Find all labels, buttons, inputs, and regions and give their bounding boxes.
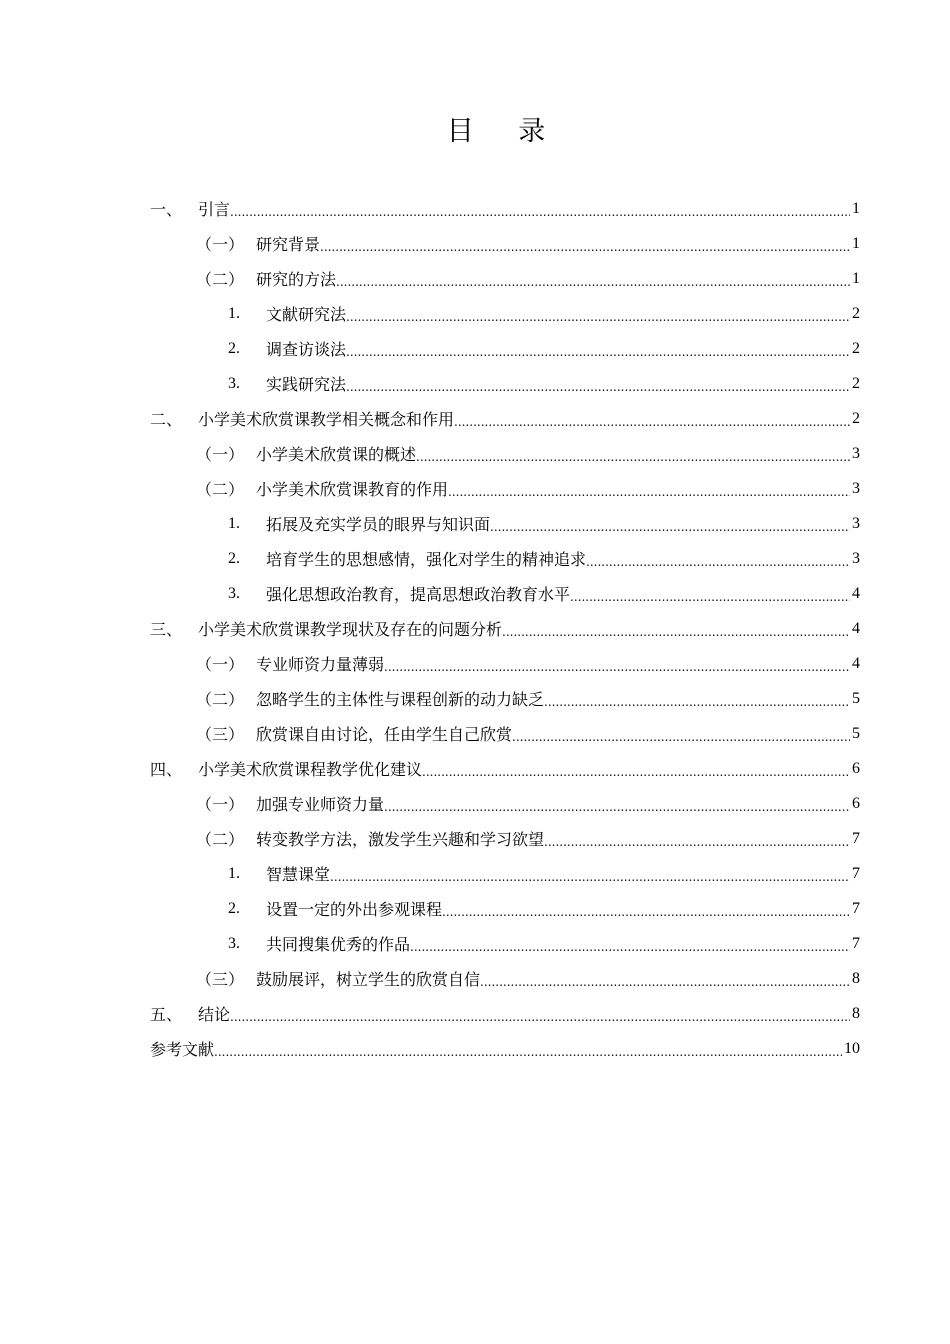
toc-entry-title: 研究背景 (256, 235, 321, 254)
dot-leader (416, 449, 850, 465)
toc-entry-title: 专业师资力量薄弱 (256, 655, 385, 674)
toc-entry-title: 参考文献 (150, 1040, 215, 1059)
toc-entry-title: 结论 (198, 1005, 231, 1024)
toc-entry-page-number: 4 (852, 619, 860, 637)
toc-entry-page-number: 3 (852, 479, 860, 497)
toc-entry[interactable] (150, 331, 860, 366)
toc-entry-number: 3. (228, 584, 240, 602)
toc-entry-title: 实践研究法 (266, 375, 347, 394)
dot-leader (346, 309, 850, 325)
toc-entry-title: 设置一定的外出参观课程 (266, 900, 443, 919)
toc-entry-title: 引言 (198, 200, 231, 219)
toc-entry-number: （一） (196, 655, 245, 674)
toc-entry[interactable] (150, 1031, 860, 1066)
toc-entry-page-number: 3 (852, 444, 860, 462)
table-of-contents (150, 191, 860, 1066)
dot-leader (384, 799, 850, 815)
toc-entry-title: 鼓励展评，树立学生的欣赏自信 (256, 970, 481, 989)
toc-entry-page-number: 7 (852, 829, 860, 847)
toc-entry[interactable] (150, 926, 860, 961)
toc-entry[interactable] (150, 541, 860, 576)
toc-entry-number: 3. (228, 934, 240, 952)
toc-entry[interactable] (150, 506, 860, 541)
toc-entry[interactable] (150, 891, 860, 926)
dot-leader (502, 624, 850, 640)
toc-entry[interactable] (150, 576, 860, 611)
toc-entry-page-number: 6 (852, 794, 860, 812)
dot-leader (422, 764, 850, 780)
toc-entry[interactable] (150, 716, 860, 751)
toc-entry-title: 小学美术欣赏课教学现状及存在的问题分析 (198, 620, 503, 639)
toc-entry-page-number: 3 (852, 514, 860, 532)
toc-entry-page-number: 8 (852, 1004, 860, 1022)
dot-leader (410, 939, 850, 955)
dot-leader (230, 204, 850, 220)
toc-entry-page-number: 5 (852, 724, 860, 742)
toc-entry-number: 2. (228, 549, 240, 567)
toc-entry-title: 调查访谈法 (266, 340, 347, 359)
dot-leader (346, 379, 850, 395)
toc-entry-page-number: 2 (852, 374, 860, 392)
toc-entry-title: 共同搜集优秀的作品 (266, 935, 411, 954)
toc-entry-page-number: 2 (852, 409, 860, 427)
toc-entry-number: （三） (196, 970, 245, 989)
toc-entry-number: 二、 (150, 410, 183, 429)
toc-entry[interactable] (150, 786, 860, 821)
toc-entry-number: 1. (228, 864, 240, 882)
toc-entry-page-number: 2 (852, 339, 860, 357)
toc-entry-number: （一） (196, 795, 245, 814)
toc-title: 目 录 (446, 116, 564, 147)
toc-entry-title: 小学美术欣赏课教育的作用 (256, 480, 449, 499)
toc-entry[interactable] (150, 611, 860, 646)
dot-leader (320, 239, 850, 255)
dot-leader (384, 659, 850, 675)
toc-entry-page-number: 1 (852, 199, 860, 217)
toc-entry-number: （一） (196, 445, 245, 464)
toc-entry[interactable] (150, 471, 860, 506)
dot-leader (330, 869, 850, 885)
toc-entry-title: 文献研究法 (266, 305, 347, 324)
toc-entry-number: （二） (196, 270, 245, 289)
toc-entry[interactable] (150, 296, 860, 331)
toc-entry[interactable] (150, 401, 860, 436)
dot-leader (586, 554, 850, 570)
toc-entry-title: 忽略学生的主体性与课程创新的动力缺乏 (256, 690, 545, 709)
dot-leader (442, 904, 850, 920)
toc-entry-page-number: 6 (852, 759, 860, 777)
dot-leader (490, 519, 850, 535)
toc-entry[interactable] (150, 961, 860, 996)
toc-entry-page-number: 7 (852, 864, 860, 882)
toc-entry-number: （二） (196, 830, 245, 849)
toc-entry-number: 2. (228, 339, 240, 357)
toc-entry-number: 1. (228, 304, 240, 322)
toc-entry-number: 一、 (150, 200, 183, 219)
toc-entry[interactable] (150, 821, 860, 856)
toc-entry[interactable] (150, 436, 860, 471)
toc-entry-number: 三、 (150, 620, 183, 639)
toc-entry-page-number: 8 (852, 969, 860, 987)
toc-entry[interactable] (150, 856, 860, 891)
toc-entry-number: （三） (196, 725, 245, 744)
toc-entry-title: 智慧课堂 (266, 865, 331, 884)
dot-leader (544, 834, 850, 850)
toc-entry-number: 3. (228, 374, 240, 392)
dot-leader (480, 974, 850, 990)
dot-leader (512, 729, 850, 745)
toc-entry-title: 小学美术欣赏课的概述 (256, 445, 417, 464)
toc-entry-page-number: 7 (852, 934, 860, 952)
dot-leader (346, 344, 850, 360)
toc-entry-title: 强化思想政治教育，提高思想政治教育水平 (266, 585, 571, 604)
toc-entry-number: 五、 (150, 1005, 183, 1024)
toc-entry-title: 小学美术欣赏课教学相关概念和作用 (198, 410, 455, 429)
toc-entry[interactable] (150, 681, 860, 716)
toc-entry-title: 拓展及充实学员的眼界与知识面 (266, 515, 491, 534)
toc-entry[interactable] (150, 191, 860, 226)
toc-entry[interactable] (150, 226, 860, 261)
toc-entry[interactable] (150, 996, 860, 1031)
toc-entry-page-number: 7 (852, 899, 860, 917)
toc-entry-title: 欣赏课自由讨论，任由学生自己欣赏 (256, 725, 513, 744)
toc-entry-title: 加强专业师资力量 (256, 795, 385, 814)
toc-entry-number: （一） (196, 235, 245, 254)
toc-entry[interactable] (150, 366, 860, 401)
toc-entry-title: 转变教学方法，激发学生兴趣和学习欲望 (256, 830, 545, 849)
toc-entry[interactable] (150, 646, 860, 681)
dot-leader (336, 274, 850, 290)
toc-entry-number: （二） (196, 480, 245, 499)
toc-entry-number: 2. (228, 899, 240, 917)
toc-entry-page-number: 1 (852, 269, 860, 287)
toc-entry-number: 四、 (150, 760, 183, 779)
toc-entry-number: （二） (196, 690, 245, 709)
dot-leader (454, 414, 850, 430)
toc-entry-number: 1. (228, 514, 240, 532)
toc-entry-page-number: 4 (852, 654, 860, 672)
toc-entry-page-number: 10 (844, 1039, 860, 1057)
toc-entry[interactable] (150, 751, 860, 786)
toc-entry-page-number: 4 (852, 584, 860, 602)
toc-entry-page-number: 3 (852, 549, 860, 567)
dot-leader (214, 1044, 842, 1060)
toc-entry-title: 研究的方法 (256, 270, 337, 289)
dot-leader (230, 1009, 850, 1025)
toc-entry-title: 培育学生的思想感情，强化对学生的精神追求 (266, 550, 587, 569)
toc-entry[interactable] (150, 261, 860, 296)
dot-leader (544, 694, 850, 710)
dot-leader (448, 484, 850, 500)
dot-leader (570, 589, 850, 605)
toc-entry-page-number: 2 (852, 304, 860, 322)
toc-entry-page-number: 1 (852, 234, 860, 252)
toc-entry-page-number: 5 (852, 689, 860, 707)
toc-entry-title: 小学美术欣赏课程教学优化建议 (198, 760, 423, 779)
